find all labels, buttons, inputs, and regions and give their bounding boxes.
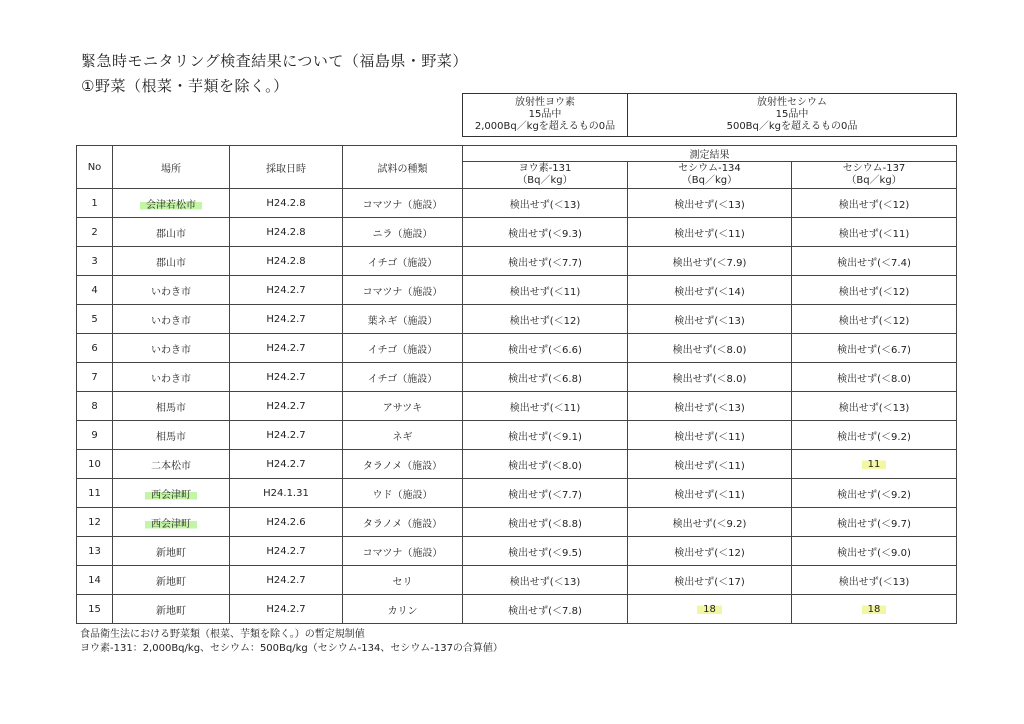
cell-cs137: 検出せず(＜7.4)	[792, 247, 957, 276]
cell-sample: カリン	[343, 595, 463, 624]
cell-date: H24.2.7	[230, 537, 343, 566]
cell-no: 2	[77, 218, 113, 247]
cell-i131: 検出せず(＜9.5)	[463, 537, 628, 566]
cell-i131: 検出せず(＜6.8)	[463, 363, 628, 392]
table-row	[77, 363, 957, 392]
cell-no: 3	[77, 247, 113, 276]
cell-date: H24.2.6	[230, 508, 343, 537]
cell-cs137	[792, 450, 957, 479]
table-row	[77, 334, 957, 363]
table-row	[77, 450, 957, 479]
cell-cs137: 検出せず(＜9.2)	[792, 479, 957, 508]
table-row	[77, 247, 957, 276]
cell-no: 15	[77, 595, 113, 624]
cell-date: H24.2.8	[230, 218, 343, 247]
summary-iodine-cell	[463, 94, 628, 137]
cell-cs134: 検出せず(＜8.0)	[628, 363, 792, 392]
cell-cs134	[628, 595, 792, 624]
cell-cs137: 検出せず(＜9.2)	[792, 421, 957, 450]
header-sample: 試料の種類	[343, 146, 463, 189]
cell-i131: 検出せず(＜13)	[463, 566, 628, 595]
cell-place	[113, 508, 230, 537]
cell-sample: ネギ	[343, 421, 463, 450]
highlighted-place: 会津若松市	[140, 200, 202, 211]
summary-iodine-note: 2,000Bq／kgを超えるもの0品	[474, 121, 616, 132]
header-i131-label: ヨウ素-131	[518, 163, 572, 174]
cell-sample: コマツナ（施設）	[343, 537, 463, 566]
cell-no: 7	[77, 363, 113, 392]
cell-sample: タラノメ（施設）	[343, 508, 463, 537]
cell-no: 10	[77, 450, 113, 479]
cell-date: H24.2.7	[230, 450, 343, 479]
cell-sample: ウド（施設）	[343, 479, 463, 508]
header-place: 場所	[113, 146, 230, 189]
cell-cs137: 検出せず(＜9.0)	[792, 537, 957, 566]
cell-no: 12	[77, 508, 113, 537]
table-row	[77, 392, 957, 421]
cell-i131: 検出せず(＜11)	[463, 276, 628, 305]
results-table	[76, 145, 957, 624]
cell-sample: コマツナ（施設）	[343, 189, 463, 218]
cell-place: 新地町	[113, 537, 230, 566]
cell-i131: 検出せず(＜9.1)	[463, 421, 628, 450]
cell-cs134: 検出せず(＜14)	[628, 276, 792, 305]
cell-date: H24.2.7	[230, 334, 343, 363]
cell-cs134: 検出せず(＜13)	[628, 189, 792, 218]
cell-place: 郡山市	[113, 218, 230, 247]
cell-sample: アサツキ	[343, 392, 463, 421]
table-row	[77, 189, 957, 218]
summary-iodine-name: 放射性ヨウ素	[515, 97, 575, 108]
cell-date: H24.1.31	[230, 479, 343, 508]
page-subtitle: ①野菜（根菜・芋類を除く。）	[81, 77, 289, 95]
highlighted-place: 西会津町	[145, 490, 197, 501]
footnote-regulation-title: 食品衛生法における野菜類（根菜、芋類を除く。）の暫定規制値	[80, 629, 365, 640]
cell-sample: ニラ（施設）	[343, 218, 463, 247]
table-row	[77, 508, 957, 537]
footnote-regulation-values: ヨウ素-131：2,000Bq/kg、セシウム：500Bq/kg（セシウム-134、セシウム-137の合算値）	[80, 643, 503, 654]
cell-cs137: 検出せず(＜12)	[792, 305, 957, 334]
cell-place: いわき市	[113, 334, 230, 363]
highlighted-place: 西会津町	[145, 519, 197, 530]
cell-cs134: 検出せず(＜7.9)	[628, 247, 792, 276]
cell-sample: セリ	[343, 566, 463, 595]
cell-no: 4	[77, 276, 113, 305]
header-cs137-unit: （Bq／kg）	[846, 175, 902, 186]
summary-cesium-cell	[628, 94, 957, 137]
cell-place: 相馬市	[113, 421, 230, 450]
cell-no: 13	[77, 537, 113, 566]
summary-cesium-count: 15品中	[775, 109, 809, 120]
cell-sample: コマツナ（施設）	[343, 276, 463, 305]
cell-cs137: 検出せず(＜12)	[792, 189, 957, 218]
cell-place: 新地町	[113, 595, 230, 624]
cell-sample: 葉ネギ（施設）	[343, 305, 463, 334]
cell-cs134: 検出せず(＜11)	[628, 479, 792, 508]
cell-i131: 検出せず(＜8.0)	[463, 450, 628, 479]
cell-cs137: 検出せず(＜12)	[792, 276, 957, 305]
cell-sample: イチゴ（施設）	[343, 334, 463, 363]
summary-table	[462, 93, 957, 137]
table-row	[77, 276, 957, 305]
cell-i131: 検出せず(＜12)	[463, 305, 628, 334]
highlighted-detected-value: 11	[862, 459, 887, 470]
header-cs134-label: セシウム-134	[678, 163, 741, 174]
cell-i131: 検出せず(＜7.7)	[463, 247, 628, 276]
cell-no: 14	[77, 566, 113, 595]
cell-cs134: 検出せず(＜11)	[628, 421, 792, 450]
cell-place: 相馬市	[113, 392, 230, 421]
cell-no: 11	[77, 479, 113, 508]
cell-place: いわき市	[113, 363, 230, 392]
table-row	[77, 595, 957, 624]
cell-date: H24.2.8	[230, 247, 343, 276]
cell-date: H24.2.7	[230, 305, 343, 334]
cell-date: H24.2.7	[230, 276, 343, 305]
cell-cs137: 検出せず(＜11)	[792, 218, 957, 247]
cell-cs137	[792, 595, 957, 624]
cell-cs137: 検出せず(＜13)	[792, 392, 957, 421]
cell-no: 8	[77, 392, 113, 421]
cell-sample: イチゴ（施設）	[343, 247, 463, 276]
cell-place	[113, 189, 230, 218]
cell-cs134: 検出せず(＜17)	[628, 566, 792, 595]
cell-place: 郡山市	[113, 247, 230, 276]
header-date: 採取日時	[230, 146, 343, 189]
table-row	[77, 566, 957, 595]
header-results: 測定結果	[463, 146, 957, 162]
cell-place: いわき市	[113, 276, 230, 305]
cell-date: H24.2.7	[230, 392, 343, 421]
summary-cesium-name: 放射性セシウム	[757, 97, 827, 108]
cell-date: H24.2.8	[230, 189, 343, 218]
cell-i131: 検出せず(＜7.7)	[463, 479, 628, 508]
cell-no: 6	[77, 334, 113, 363]
highlighted-detected-value: 18	[697, 604, 722, 615]
highlighted-detected-value: 18	[862, 604, 887, 615]
table-row	[77, 305, 957, 334]
cell-i131: 検出せず(＜8.8)	[463, 508, 628, 537]
cell-date: H24.2.7	[230, 421, 343, 450]
cell-sample: イチゴ（施設）	[343, 363, 463, 392]
cell-cs137: 検出せず(＜13)	[792, 566, 957, 595]
page-title: 緊急時モニタリング検査結果について（福島県・野菜）	[81, 52, 468, 70]
cell-cs134: 検出せず(＜11)	[628, 450, 792, 479]
cell-i131: 検出せず(＜13)	[463, 189, 628, 218]
table-row	[77, 421, 957, 450]
cell-place: 二本松市	[113, 450, 230, 479]
cell-cs134: 検出せず(＜9.2)	[628, 508, 792, 537]
cell-cs134: 検出せず(＜13)	[628, 305, 792, 334]
header-cs137	[792, 162, 957, 189]
cell-i131: 検出せず(＜11)	[463, 392, 628, 421]
cell-no: 5	[77, 305, 113, 334]
header-cs134	[628, 162, 792, 189]
cell-cs137: 検出せず(＜6.7)	[792, 334, 957, 363]
table-row	[77, 537, 957, 566]
cell-place: 新地町	[113, 566, 230, 595]
cell-cs137: 検出せず(＜9.7)	[792, 508, 957, 537]
cell-cs134: 検出せず(＜11)	[628, 218, 792, 247]
cell-no: 9	[77, 421, 113, 450]
cell-i131: 検出せず(＜9.3)	[463, 218, 628, 247]
cell-cs134: 検出せず(＜13)	[628, 392, 792, 421]
cell-cs137: 検出せず(＜8.0)	[792, 363, 957, 392]
table-row	[77, 479, 957, 508]
header-no: No	[77, 146, 113, 189]
cell-i131: 検出せず(＜6.6)	[463, 334, 628, 363]
cell-cs134: 検出せず(＜12)	[628, 537, 792, 566]
cell-date: H24.2.7	[230, 595, 343, 624]
table-row	[77, 218, 957, 247]
cell-no: 1	[77, 189, 113, 218]
cell-date: H24.2.7	[230, 363, 343, 392]
cell-i131: 検出せず(＜7.8)	[463, 595, 628, 624]
cell-sample: タラノメ（施設）	[343, 450, 463, 479]
header-cs134-unit: （Bq／kg）	[681, 175, 738, 186]
cell-date: H24.2.7	[230, 566, 343, 595]
cell-place: いわき市	[113, 305, 230, 334]
header-i131	[463, 162, 628, 189]
cell-place	[113, 479, 230, 508]
header-cs137-label: セシウム-137	[842, 163, 906, 174]
summary-cesium-note: 500Bq／kgを超えるもの0品	[726, 121, 858, 132]
header-i131-unit: （Bq／kg）	[517, 175, 573, 186]
cell-cs134: 検出せず(＜8.0)	[628, 334, 792, 363]
summary-iodine-count: 15品中	[528, 109, 562, 120]
